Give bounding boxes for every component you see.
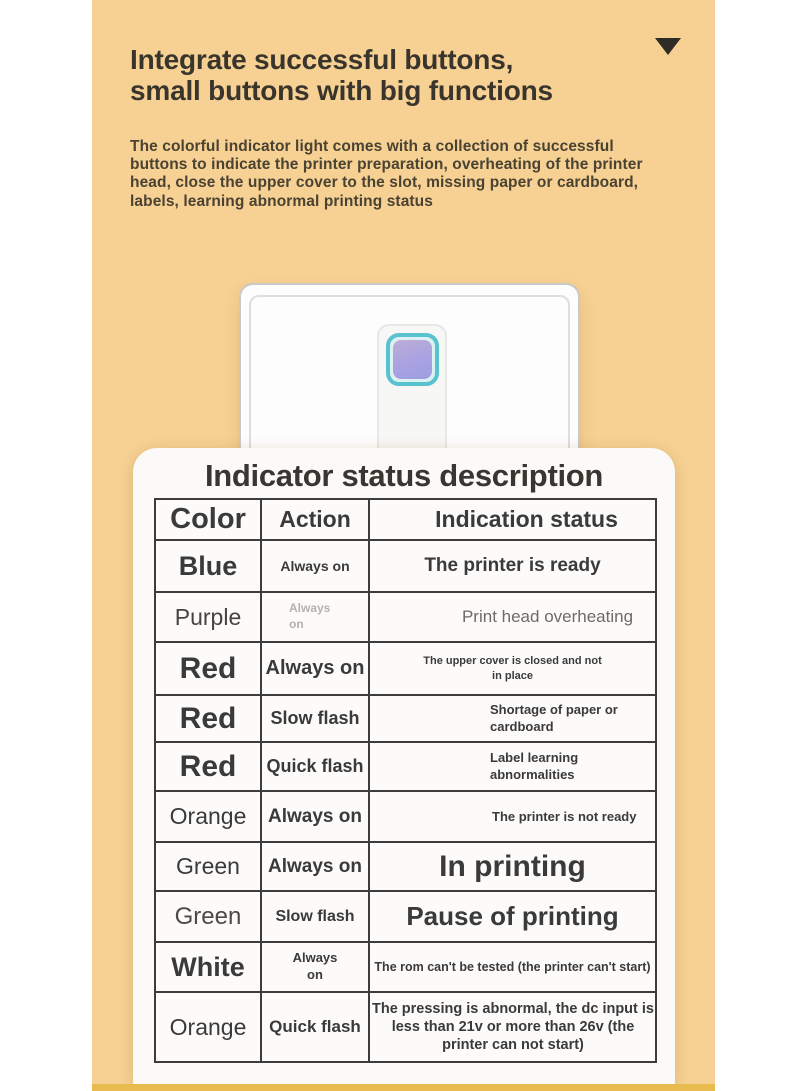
- printer-indicator-button: [386, 333, 439, 386]
- cell-text: Red: [179, 749, 237, 783]
- status-cell: [369, 791, 656, 842]
- cell-text: Green: [176, 853, 240, 879]
- status-cell: [369, 742, 656, 791]
- status-cell: [369, 942, 656, 992]
- action-cell: [261, 791, 369, 842]
- table-row: [155, 942, 656, 992]
- cell-text: Always on: [280, 558, 350, 574]
- indicator-status-table: [154, 498, 657, 1063]
- table-row: [155, 842, 656, 891]
- cell-text: The pressing is abnormal, the dc input is less than 21v or more than 26v (the printer can not start): [372, 1000, 654, 1054]
- color-cell: [155, 842, 261, 891]
- cell-text: The printer is not ready: [492, 809, 637, 824]
- column-header-color: Color: [155, 499, 261, 540]
- action-cell: [261, 540, 369, 592]
- status-card: [133, 448, 675, 1084]
- cell-text: Always on: [265, 657, 365, 679]
- table-row: [155, 891, 656, 942]
- cell-text: Red: [179, 701, 237, 735]
- color-cell: [155, 540, 261, 592]
- color-cell: [155, 642, 261, 695]
- cell-text: Print head overheating: [461, 607, 634, 626]
- column-header-action: Action: [261, 499, 369, 540]
- table-row: [155, 642, 656, 695]
- printer-image: [239, 283, 580, 463]
- cell-text: Always on: [292, 950, 338, 982]
- printer-indicator-light: [393, 340, 432, 379]
- cell-text: Shortage of paper or cardboard: [490, 701, 618, 734]
- cell-text: Always on: [289, 601, 331, 631]
- status-cell: [369, 695, 656, 742]
- bottom-accent-line: [92, 1084, 715, 1091]
- color-cell: [155, 791, 261, 842]
- cell-text: Orange: [169, 803, 247, 829]
- table-row: [155, 695, 656, 742]
- color-cell: [155, 695, 261, 742]
- color-cell: [155, 942, 261, 992]
- status-cell: [369, 992, 656, 1062]
- status-cell: [369, 540, 656, 592]
- cell-text: In printing: [439, 849, 586, 883]
- intro-description: The colorful indicator light comes with a collection of successful buttons to indicate the printer preparation, overheating of the printer head, close the upper cover to the slot, missing paper or cardboard, labels, learning abnormal printing status: [130, 138, 643, 210]
- color-cell: [155, 992, 261, 1062]
- action-cell: [261, 891, 369, 942]
- status-cell: [369, 642, 656, 695]
- table-row: [155, 592, 656, 642]
- cell-text: Slow flash: [270, 708, 360, 728]
- cell-text: Always on: [268, 805, 362, 827]
- column-header-indication-status: Indication status: [369, 499, 656, 540]
- page-title: [130, 44, 690, 106]
- page-title-line2: small buttons with big functions: [130, 75, 553, 106]
- action-cell: [261, 742, 369, 791]
- cell-text: Red: [179, 651, 237, 685]
- cell-text: Green: [174, 902, 242, 930]
- cell-text: White: [171, 951, 245, 982]
- table-header-row: [155, 499, 656, 540]
- action-cell: [261, 842, 369, 891]
- color-cell: [155, 742, 261, 791]
- cell-text: Blue: [178, 550, 238, 581]
- action-cell: [261, 592, 369, 642]
- page-title-line1: Integrate successful buttons,: [130, 44, 514, 75]
- table-row: [155, 992, 656, 1062]
- action-cell: [261, 992, 369, 1062]
- cell-text: The printer is ready: [424, 555, 601, 576]
- cell-text: Quick flash: [269, 1017, 361, 1036]
- table-row: [155, 540, 656, 592]
- status-cell: [369, 592, 656, 642]
- cell-text: The upper cover is closed and not in place: [423, 654, 602, 682]
- action-cell: [261, 942, 369, 992]
- cell-text: Purple: [174, 603, 242, 630]
- printer-button-strip: [377, 324, 447, 463]
- action-cell: [261, 642, 369, 695]
- cell-text: Quick flash: [266, 756, 364, 776]
- cell-text: Always on: [268, 855, 362, 877]
- cell-text: The rom can't be tested (the printer can't start): [374, 960, 651, 974]
- color-cell: [155, 891, 261, 942]
- card-title: Indicator status description: [204, 458, 604, 493]
- cell-text: Orange: [169, 1013, 247, 1040]
- table-row: [155, 791, 656, 842]
- status-cell: [369, 891, 656, 942]
- status-cell: [369, 842, 656, 891]
- color-cell: [155, 592, 261, 642]
- action-cell: [261, 695, 369, 742]
- cell-text: Label learning abnormalities: [490, 749, 579, 782]
- cell-text: Pause of printing: [406, 901, 619, 931]
- cell-text: Slow flash: [275, 907, 355, 925]
- table-row: [155, 742, 656, 791]
